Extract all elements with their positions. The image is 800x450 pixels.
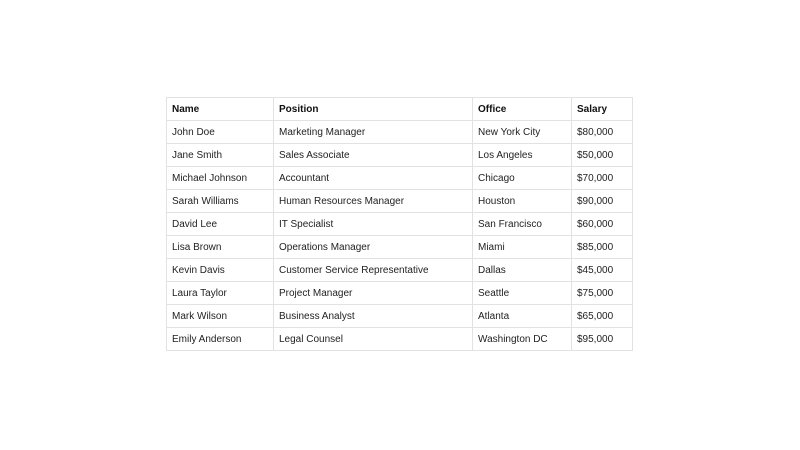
table-row <box>167 144 633 167</box>
header-office: Office <box>473 98 572 121</box>
table-row <box>167 167 633 190</box>
cell-office: New York City <box>473 121 572 144</box>
cell-position: Marketing Manager <box>274 121 473 144</box>
cell-office: Atlanta <box>473 305 572 328</box>
table-row <box>167 259 633 282</box>
table-row <box>167 305 633 328</box>
cell-salary: $80,000 <box>572 121 633 144</box>
header-position: Position <box>274 98 473 121</box>
cell-name: Sarah Williams <box>167 190 274 213</box>
table-row <box>167 213 633 236</box>
cell-salary: $75,000 <box>572 282 633 305</box>
cell-office: Seattle <box>473 282 572 305</box>
cell-salary: $50,000 <box>572 144 633 167</box>
cell-salary: $90,000 <box>572 190 633 213</box>
cell-salary: $60,000 <box>572 213 633 236</box>
cell-office: Houston <box>473 190 572 213</box>
cell-position: Customer Service Representative <box>274 259 473 282</box>
cell-name: Michael Johnson <box>167 167 274 190</box>
cell-name: John Doe <box>167 121 274 144</box>
cell-office: Dallas <box>473 259 572 282</box>
cell-name: Lisa Brown <box>167 236 274 259</box>
header-salary: Salary <box>572 98 633 121</box>
table-row <box>167 121 633 144</box>
cell-position: Project Manager <box>274 282 473 305</box>
cell-office: Los Angeles <box>473 144 572 167</box>
table-row <box>167 190 633 213</box>
cell-position: IT Specialist <box>274 213 473 236</box>
employee-table <box>166 97 633 351</box>
cell-salary: $65,000 <box>572 305 633 328</box>
cell-salary: $95,000 <box>572 328 633 351</box>
cell-name: Mark Wilson <box>167 305 274 328</box>
cell-office: Chicago <box>473 167 572 190</box>
cell-position: Legal Counsel <box>274 328 473 351</box>
cell-position: Accountant <box>274 167 473 190</box>
cell-position: Human Resources Manager <box>274 190 473 213</box>
cell-name: Kevin Davis <box>167 259 274 282</box>
cell-salary: $85,000 <box>572 236 633 259</box>
table-row <box>167 236 633 259</box>
cell-salary: $45,000 <box>572 259 633 282</box>
cell-position: Operations Manager <box>274 236 473 259</box>
cell-salary: $70,000 <box>572 167 633 190</box>
cell-office: Miami <box>473 236 572 259</box>
cell-position: Business Analyst <box>274 305 473 328</box>
cell-office: San Francisco <box>473 213 572 236</box>
cell-name: Laura Taylor <box>167 282 274 305</box>
header-name: Name <box>167 98 274 121</box>
cell-office: Washington DC <box>473 328 572 351</box>
cell-name: Emily Anderson <box>167 328 274 351</box>
cell-position: Sales Associate <box>274 144 473 167</box>
cell-name: Jane Smith <box>167 144 274 167</box>
cell-name: David Lee <box>167 213 274 236</box>
table-row <box>167 328 633 351</box>
table-header-row <box>167 98 633 121</box>
table-row <box>167 282 633 305</box>
